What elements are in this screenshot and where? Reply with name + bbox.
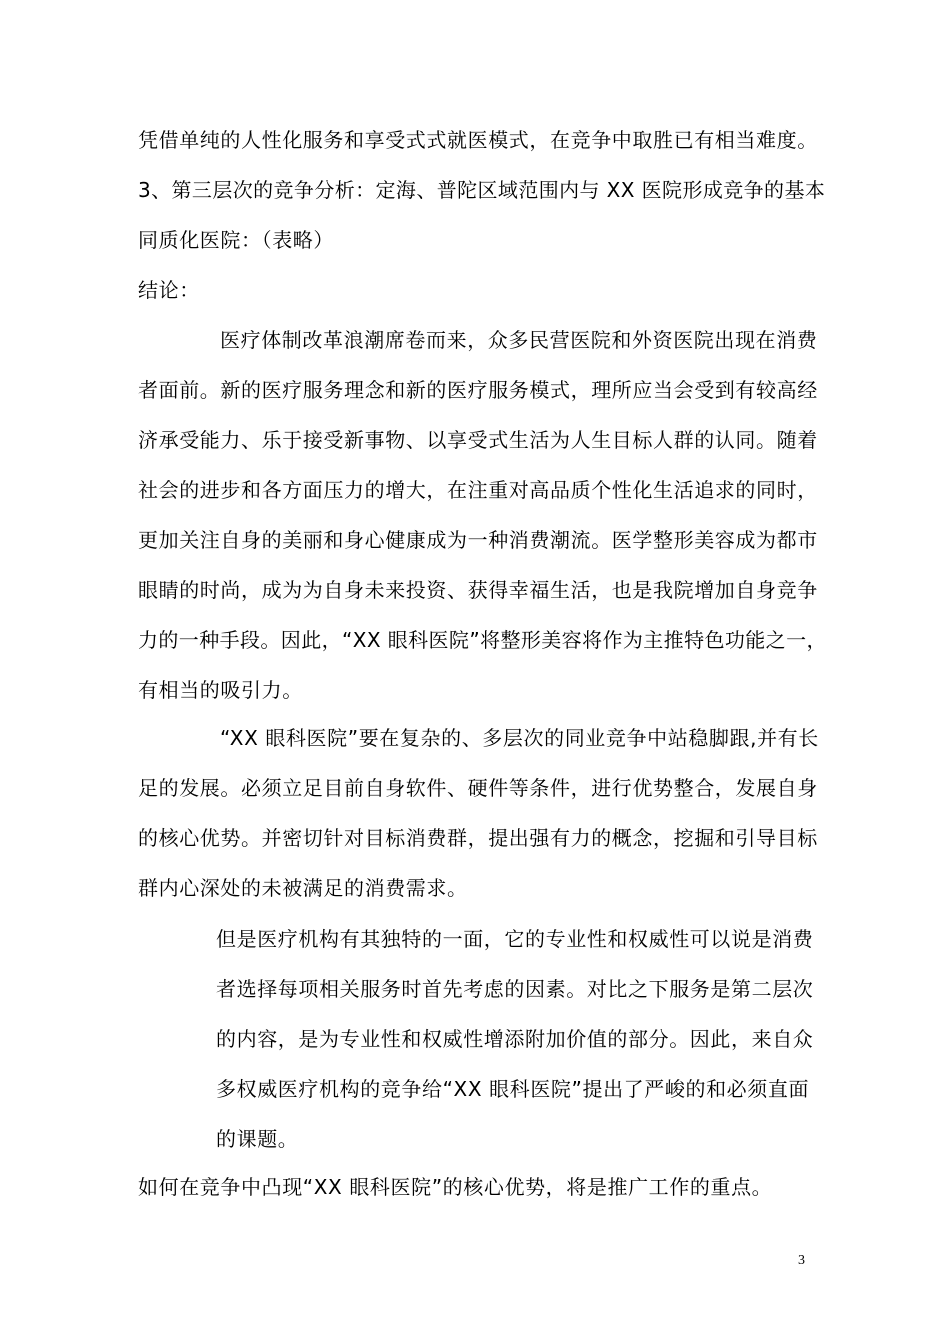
text-line: 者面前。新的医疗服务理念和新的医疗服务模式，理所应当会受到有较高经 bbox=[138, 378, 818, 402]
text-line: “XX 眼科医院”要在复杂的、多层次的同业竞争中站稳脚跟,并有长 bbox=[220, 726, 819, 750]
text-line: 医疗体制改革浪潮席卷而来，众多民营医院和外资医院出现在消费 bbox=[220, 328, 818, 352]
section-heading: 3、第三层次的竞争分析：定海、普陀区域范围内与 XX 医院形成竞争的基本 bbox=[138, 178, 826, 202]
text-line: 者选择每项相关服务时首先考虑的因素。对比之下服务是第二层次 bbox=[216, 977, 814, 1001]
text-line: 力的一种手段。因此，“XX 眼科医院”将整形美容将作为主推特色功能之一， bbox=[138, 628, 827, 652]
text-line: 同质化医院：（表略） bbox=[138, 228, 334, 252]
text-line: 但是医疗机构有其独特的一面，它的专业性和权威性可以说是消费 bbox=[216, 927, 814, 951]
text-line: 多权威医疗机构的竞争给“XX 眼科医院”提出了严峻的和必须直面 bbox=[216, 1077, 810, 1101]
conclusion-heading: 结论： bbox=[138, 278, 200, 302]
text-line: 有相当的吸引力。 bbox=[138, 678, 303, 702]
text-line: 如何在竞争中凸现“XX 眼科医院”的核心优势，将是推广工作的重点。 bbox=[138, 1175, 773, 1199]
text-line: 群内心深处的未被满足的消费需求。 bbox=[138, 876, 468, 900]
text-line: 的内容，是为专业性和权威性增添附加价值的部分。因此，来自众 bbox=[216, 1027, 814, 1051]
page-number: 3 bbox=[798, 1253, 805, 1268]
text-line: 的课题。 bbox=[216, 1127, 299, 1151]
text-line: 社会的进步和各方面压力的增大，在注重对高品质个性化生活追求的同时， bbox=[138, 478, 818, 502]
text-line: 的核心优势。并密切针对目标消费群，提出强有力的概念，挖掘和引导目标 bbox=[138, 826, 818, 850]
text-line: 足的发展。必须立足目前自身软件、硬件等条件，进行优势整合，发展自身 bbox=[138, 776, 818, 800]
text-line: 济承受能力、乐于接受新事物、以享受式生活为人生目标人群的认同。随着 bbox=[138, 428, 818, 452]
text-line: 更加关注自身的美丽和身心健康成为一种消费潮流。医学整形美容成为都市 bbox=[138, 528, 818, 552]
text-line: 眼睛的时尚，成为为自身未来投资、获得幸福生活，也是我院增加自身竞争 bbox=[138, 578, 818, 602]
text-line: 凭借单纯的人性化服务和享受式式就医模式，在竞争中取胜已有相当难度。 bbox=[138, 128, 818, 152]
